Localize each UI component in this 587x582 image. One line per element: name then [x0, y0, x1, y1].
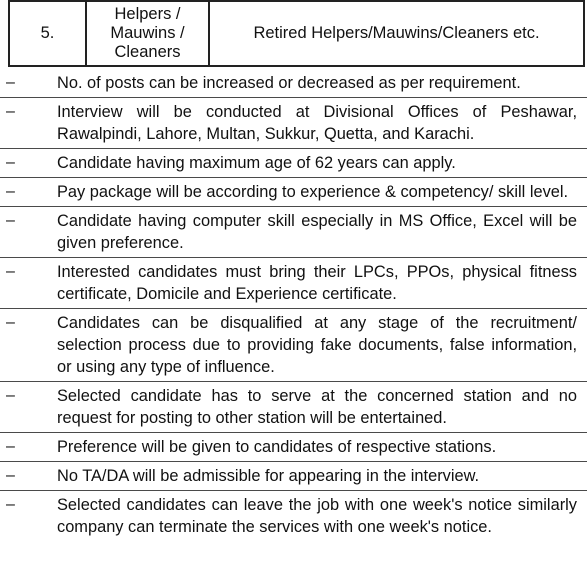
table-row — [9, 1, 584, 66]
note-text: Pay package will be according to experience & competency/ skill level. — [57, 183, 569, 201]
list-item — [0, 433, 587, 462]
note-text: Candidate having computer skill especially in MS Office, Excel will be given preference. — [57, 212, 577, 252]
list-item — [0, 462, 587, 491]
dash-bullet: – — [6, 263, 15, 280]
list-item — [0, 69, 587, 98]
list-item — [0, 149, 587, 178]
list-item — [0, 207, 587, 258]
dash-bullet: – — [6, 496, 15, 513]
list-item — [0, 491, 587, 541]
note-text: No TA/DA will be admissible for appearing in the interview. — [57, 467, 480, 485]
list-item — [0, 309, 587, 382]
dash-bullet: – — [6, 154, 15, 171]
dash-bullet: – — [6, 438, 15, 455]
list-item — [0, 98, 587, 149]
note-text: Selected candidate has to serve at the concerned station and no request for posting to other station will be entertained. — [57, 387, 577, 427]
dash-bullet: – — [6, 103, 15, 120]
post-title — [86, 1, 209, 66]
post-title-line: Cleaners — [114, 43, 181, 61]
note-text: Selected candidates can leave the job with one week's notice similarly company can terminate the services with one week's notice. — [57, 496, 577, 536]
dash-bullet: – — [6, 314, 15, 331]
note-text: Candidates can be disqualified at any stage of the recruitment/ selection process due to providing fake documents, false information, or using any type of influence. — [57, 314, 577, 376]
eligibility-criteria: Retired Helpers/Mauwins/Cleaners etc. — [209, 1, 584, 66]
terms-list — [0, 69, 587, 541]
note-text: Candidate having maximum age of 62 years can apply. — [57, 154, 456, 172]
note-text: No. of posts can be increased or decreased as per requirement. — [57, 74, 521, 92]
dash-bullet: – — [6, 74, 15, 91]
note-text: Interview will be conducted at Divisional Offices of Peshawar, Rawalpindi, Lahore, Multan, Sukkur, Quetta, and Karachi. — [57, 103, 577, 143]
dash-bullet: – — [6, 183, 15, 200]
note-text: Interested candidates must bring their LPCs, PPOs, physical fitness certificate, Domicile and Experience certificate. — [57, 263, 577, 303]
dash-bullet: – — [6, 212, 15, 229]
dash-bullet: – — [6, 467, 15, 484]
positions-table — [8, 0, 585, 67]
list-item — [0, 178, 587, 207]
note-text: Preference will be given to candidates of respective stations. — [57, 438, 497, 456]
post-title-line: Mauwins / — [110, 24, 185, 42]
dash-bullet: – — [6, 387, 15, 404]
row-number: 5. — [9, 1, 86, 66]
list-item — [0, 382, 587, 433]
list-item — [0, 258, 587, 309]
post-title-line: Helpers / — [114, 5, 181, 23]
